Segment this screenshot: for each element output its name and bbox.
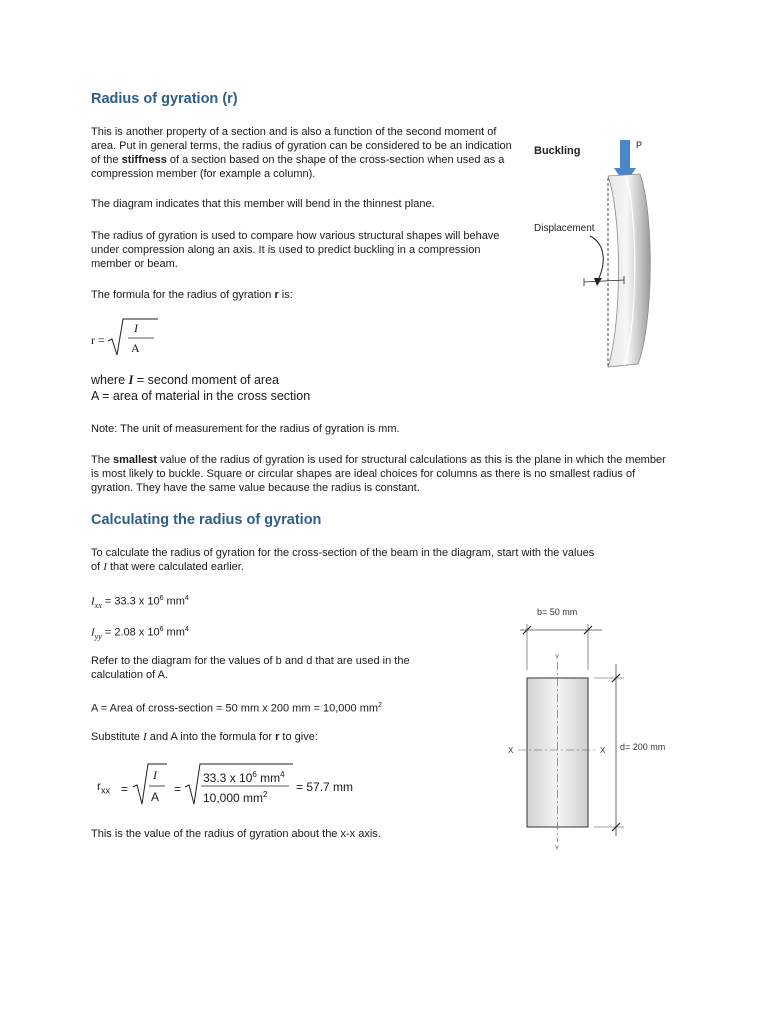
bold-r: r (274, 289, 279, 301)
paragraph-thinnest-plane: The diagram indicates that this member will bend in the thinnest plane. (91, 198, 435, 210)
text: that were calculated earlier. (106, 561, 244, 573)
x-label-right: X (600, 746, 606, 755)
y-label-bottom: Y (555, 846, 560, 852)
paragraph-note: Note: The unit of measurement for the radius of gyration is mm. (91, 423, 400, 435)
d-label: d= 200 mm (620, 742, 666, 752)
sub-xx: xx (101, 785, 110, 796)
text: and A into the formula for (146, 731, 276, 743)
heading-calculating: Calculating the radius of gyration (91, 512, 322, 528)
text: of (91, 561, 104, 573)
formula-numerator: I (134, 321, 138, 335)
displacement-label: Displacement (534, 223, 595, 234)
buckled-member (608, 174, 650, 367)
text: to give: (279, 731, 318, 743)
exp: 6 (159, 595, 164, 602)
text: is: (278, 289, 293, 301)
unit-exp: 4 (184, 626, 189, 633)
ixx-value (91, 592, 189, 613)
paragraph-refer: Refer to the diagram for the values of b and d that are used in the calculation of A. (91, 655, 410, 681)
numerator-value (203, 770, 285, 785)
bold-r: r (275, 731, 280, 743)
bold-stiffness: stiffness (121, 154, 167, 166)
buckling-title: Buckling (534, 145, 581, 157)
unit-exp: 4 (280, 770, 285, 779)
text: = 2.08 x 10 (101, 626, 160, 639)
formula-lhs: r = (91, 333, 105, 347)
var-I: I (103, 561, 107, 573)
var-I: I (128, 373, 134, 387)
text: 10,000 mm (203, 791, 264, 805)
paragraph-conclusion: This is the value of the radius of gyration about the x-x axis. (91, 828, 381, 840)
text: = 33.3 x 10 (101, 595, 160, 608)
text: mm (256, 771, 281, 785)
heading-radius-of-gyration: Radius of gyration (r) (91, 91, 238, 107)
paragraph-calc-intro-1: To calculate the radius of gyration for the cross-section of the beam in the diagram, start with the values (91, 547, 595, 559)
text: Substitute (91, 731, 143, 743)
r-symbol (97, 779, 110, 795)
text: = second moment of area (133, 373, 279, 387)
load-label-p: P (636, 140, 643, 150)
text: The formula for the radius of gyration (91, 289, 275, 301)
paragraph-substitute (91, 730, 318, 744)
bold-smallest: smallest (113, 454, 158, 466)
denominator-A: A (151, 790, 160, 804)
where-line-1 (91, 373, 279, 388)
text: mm (163, 626, 185, 639)
exp: 6 (252, 770, 257, 779)
b-label: b= 50 mm (537, 607, 578, 617)
y-label-top: Y (555, 655, 560, 661)
text: A = Area of cross-section = 50 mm x 200 mm = 10,000 mm (91, 702, 379, 715)
paragraph-compare: The radius of gyration is used to compare how various structural shapes will behave under compression along an axis. It is used to predict buckling in a compression member or beam. (91, 230, 500, 270)
formula-radius (91, 316, 161, 360)
denominator-value (203, 790, 267, 805)
text: where (91, 373, 129, 387)
sub-xx: xx (94, 600, 102, 610)
result: = 57.7 mm (296, 780, 354, 794)
exp: 2 (263, 790, 268, 799)
paragraph-formula-intro (91, 288, 293, 302)
text: value of the radius of gyration is used for structural calculations as this is the plane in which the member is most likely to buckle. Square or circular shapes are ideal choices for columns as there is no smallest radius of gyration. They have the same value because the radius is constant. (91, 454, 666, 494)
paragraph-calc-intro-2 (91, 560, 244, 574)
numerator-I: I (153, 768, 157, 782)
x-label-left: X (508, 746, 514, 755)
where-line-2: A = area of material in the cross section (91, 389, 311, 403)
exp: 2 (378, 702, 382, 709)
exp: 6 (159, 626, 164, 633)
paragraph-smallest (91, 453, 673, 495)
buckling-diagram (528, 132, 688, 382)
text: mm (163, 595, 185, 608)
var-I: I (91, 626, 95, 639)
text: The (91, 454, 114, 466)
unit-exp: 4 (184, 595, 189, 602)
formula-denominator: A (131, 341, 140, 355)
text: of a section based on the shape of the cross-section when used as a compression member (for example a column). (91, 154, 505, 180)
iyy-value (91, 623, 189, 644)
text: This is another property of a section and is also a function of the second moment of area. Put in general terms, the radius of gyration can be considered to be an indication of the (91, 126, 512, 166)
equals-2: = (174, 782, 182, 796)
var-I: I (142, 731, 147, 743)
cross-section-diagram (500, 600, 700, 860)
r: r (97, 779, 101, 793)
text: 33.3 x 10 (203, 771, 253, 785)
formula-calculation (95, 760, 395, 812)
sub-yy: yy (94, 631, 102, 641)
var-I: I (91, 595, 95, 608)
paragraph-intro (91, 125, 523, 181)
equals-1: = (121, 782, 129, 796)
area-value (91, 699, 382, 716)
